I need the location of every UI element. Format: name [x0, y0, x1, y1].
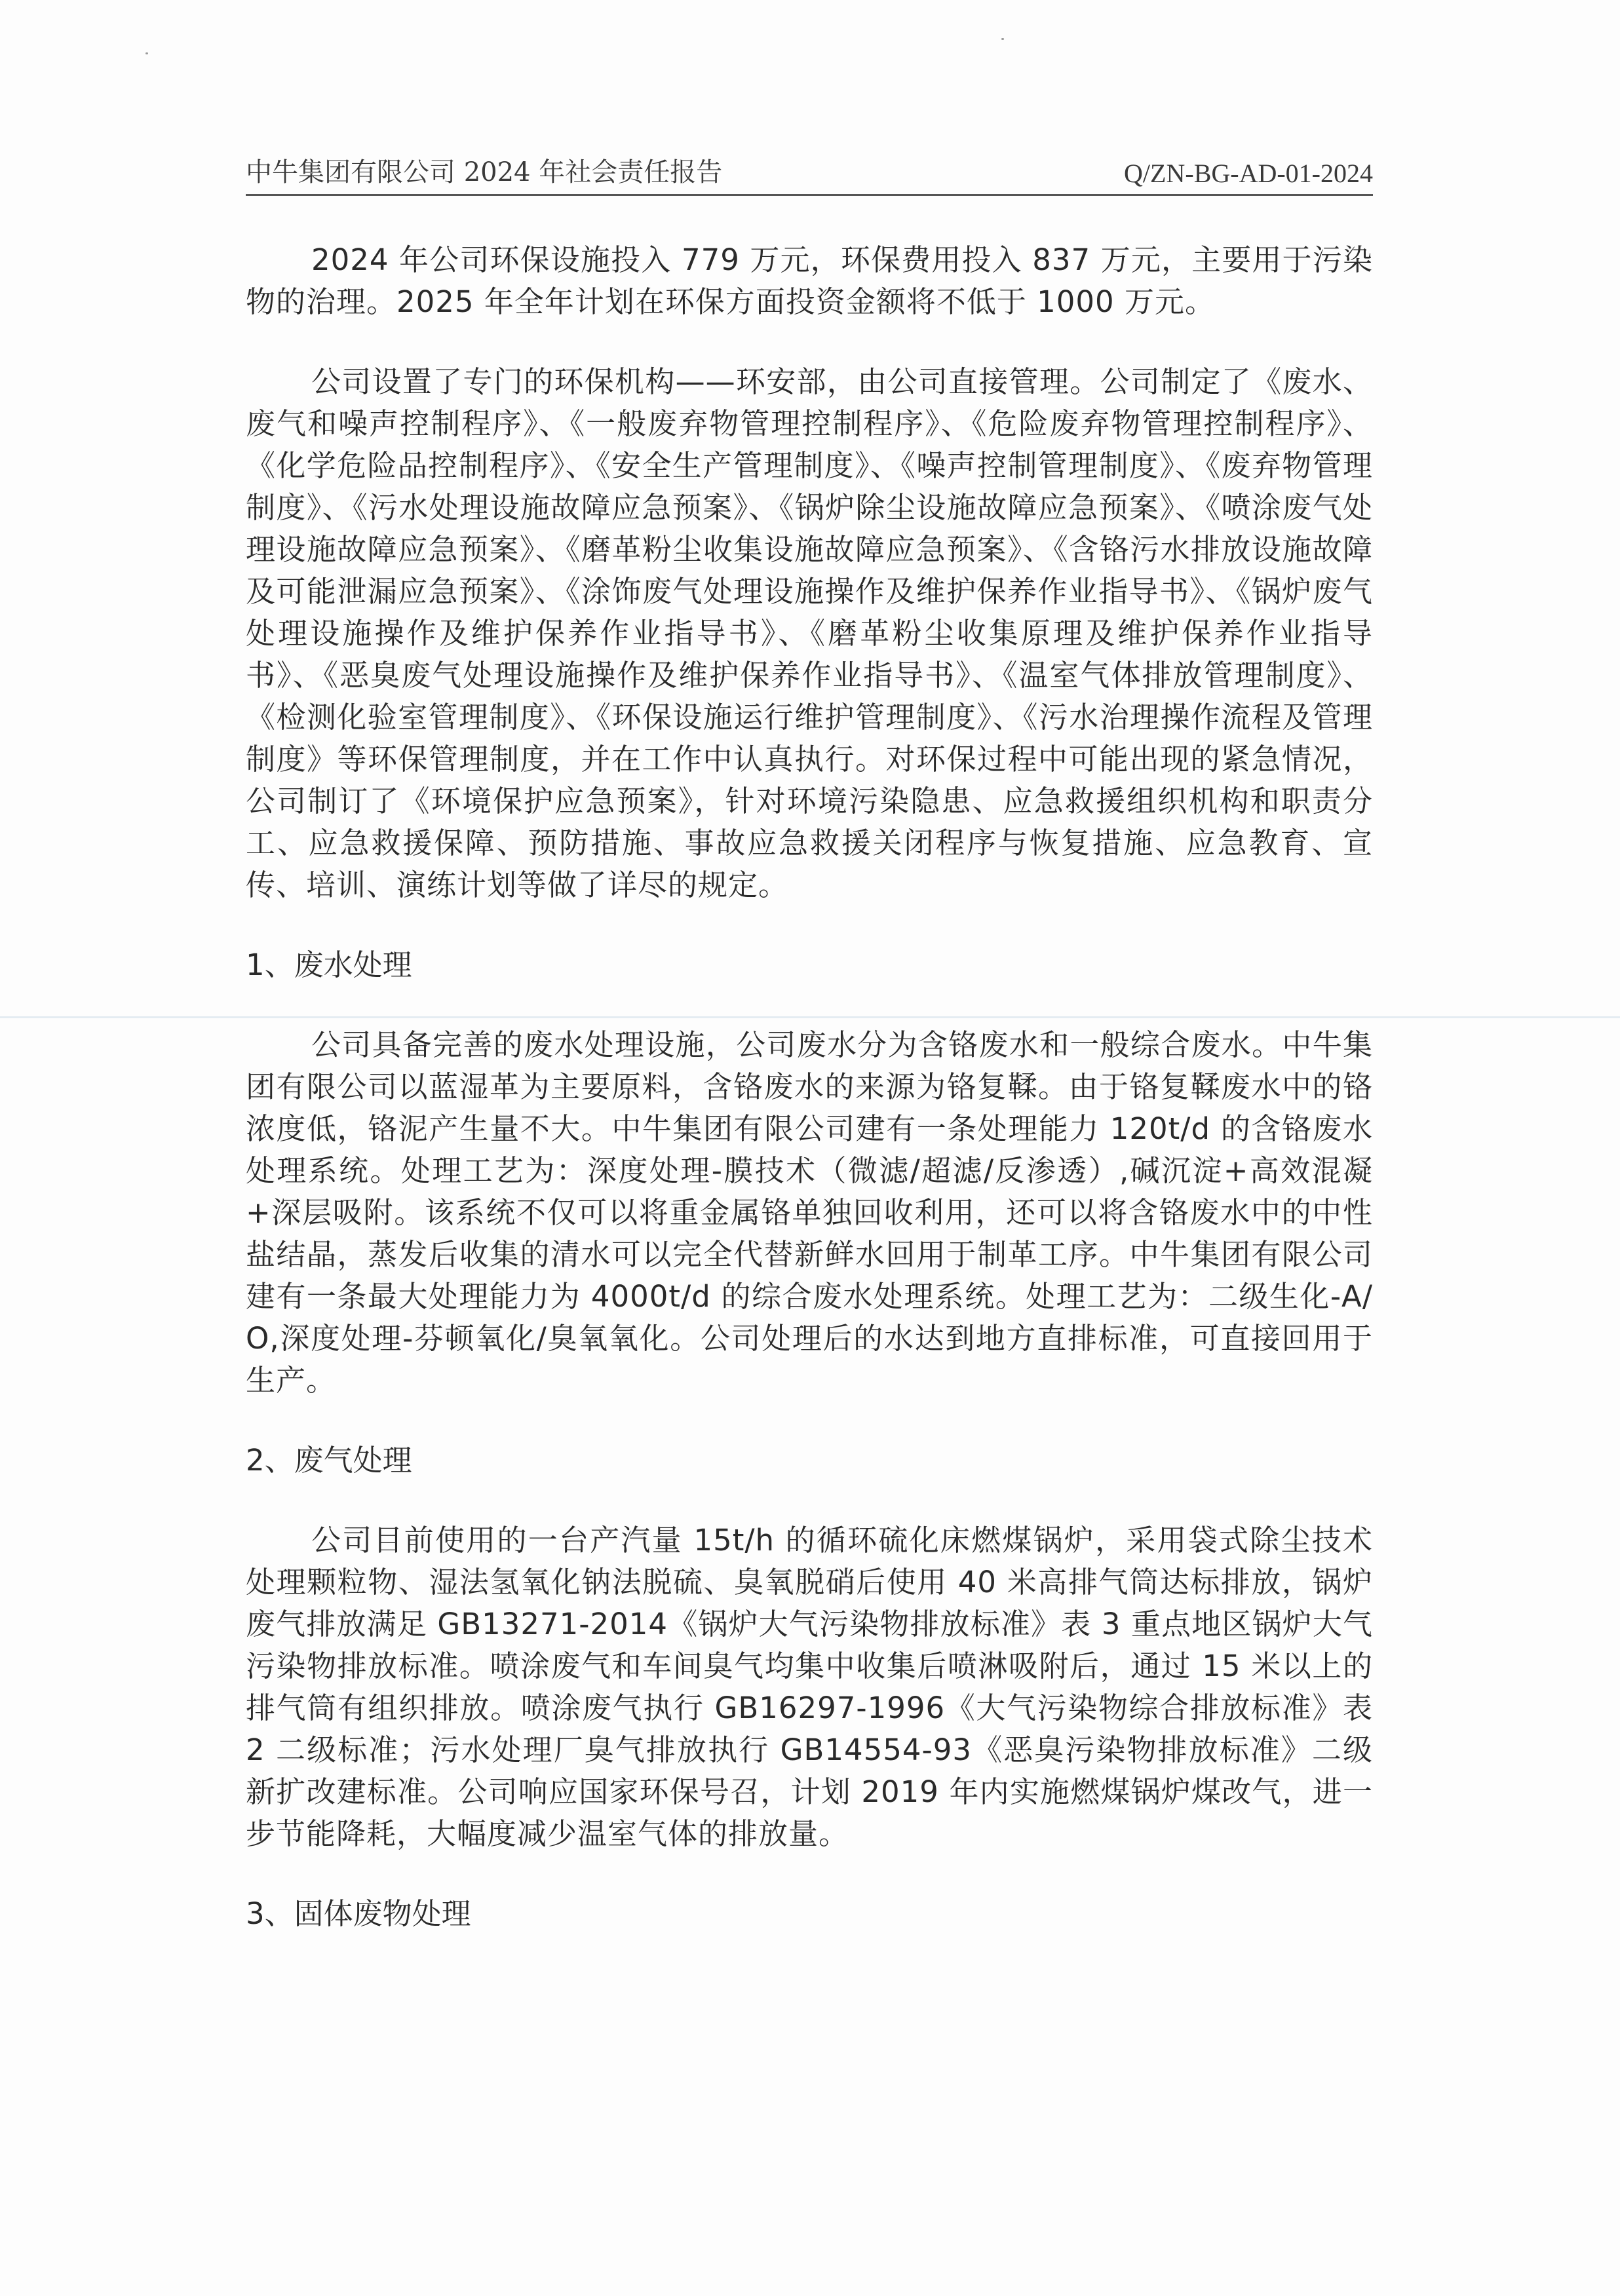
document-code: Q/ZN-BG-AD-01-2024	[1124, 159, 1373, 188]
section-heading-exhaust-gas: 2、废气处理	[246, 1443, 412, 1478]
report-title: 中牛集团有限公司 2024 年社会责任报告	[246, 157, 723, 187]
intro-paragraph: 2024 年公司环保设施投入 779 万元，环保费用投入 837 万元，主要用于污染物的治理。2025 年全年计划在环保方面投资金额将不低于 1000 万元。	[246, 242, 1373, 319]
wastewater-paragraph: 公司具备完善的废水处理设施，公司废水分为含铬废水和一般综合废水。中牛集团有限公司以蓝湿革为主要原料，含铬废水的来源为铬复鞣。由于铬复鞣废水中的铬浓度低，铬泥产生量不大。中牛集团有限公司建有一条处理能力 120t/d 的含铬废水处理系统。处理工艺为：深度处理-膜技术（微滤/超滤/反渗透）,碱沉淀+高效混凝+深层吸附。该系统不仅可以将重金属铬单独回收利用，还可以将含铬废水中的中性盐结晶，蒸发后收集的清水可以完全代替新鲜水回用于制革工序。中牛集团有限公司建有一条最大处理能力为 4000t/d 的综合废水处理系统。处理工艺为：二级生化-A/O,深度处理-芬顿氧化/臭氧氧化。公司处理后的水达到地方直排标准，可直接回用于生产。	[246, 1027, 1373, 1398]
section-heading-solid-waste: 3、固体废物处理	[246, 1896, 471, 1931]
scan-speck	[145, 52, 148, 54]
scan-speck	[1001, 38, 1004, 40]
page-header	[246, 152, 1373, 196]
section-heading-wastewater: 1、废水处理	[246, 947, 412, 982]
page-body	[246, 239, 1373, 1935]
management-paragraph: 公司设置了专门的环保机构——环安部，由公司直接管理。公司制定了《废水、废气和噪声控制程序》、《一般废弃物管理控制程序》、《危险废弃物管理控制程序》、《化学危险品控制程序》、《安全生产管理制度》、《噪声控制管理制度》、《废弃物管理制度》、《污水处理设施故障应急预案》、《锅炉除尘设施故障应急预案》、《喷涂废气处理设施故障应急预案》、《磨革粉尘收集设施故障应急预案》、《含铬污水排放设施故障及可能泄漏应急预案》、《涂饰废气处理设施操作及维护保养作业指导书》、《锅炉废气处理设施操作及维护保养作业指导书》、《磨革粉尘收集原理及维护保养作业指导书》、《恶臭废气处理设施操作及维护保养作业指导书》、《温室气体排放管理制度》、《检测化验室管理制度》、《环保设施运行维护管理制度》、《污水治理操作流程及管理制度》等环保管理制度，并在工作中认真执行。对环保过程中可能出现的紧急情况，公司制订了《环境保护应急预案》，针对环境污染隐患、应急救援组织机构和职责分工、应急救援保障、预防措施、事故应急救援关闭程序与恢复措施、应急教育、宣传、培训、演练计划等做了详尽的规定。	[246, 364, 1373, 902]
exhaust-gas-paragraph: 公司目前使用的一台产汽量 15t/h 的循环硫化床燃煤锅炉，采用袋式除尘技术处理颗粒物、湿法氢氧化钠法脱硫、臭氧脱硝后使用 40 米高排气筒达标排放，锅炉废气排放满足 GB13271-2014《锅炉大气污染物排放标准》表 3 重点地区锅炉大气污染物排放标准。喷涂废气和车间臭气均集中收集后喷淋吸附后，通过 15 米以上的排气筒有组织排放。喷涂废气执行 GB16297-1996《大气污染物综合排放标准》表 2 二级标准；污水处理厂臭气排放执行 GB14554-93《恶臭污染物排放标准》二级新扩改建标准。公司响应国家环保号召，计划 2019 年内实施燃煤锅炉煤改气，进一步节能降耗，大幅度减少温室气体的排放量。	[246, 1523, 1373, 1851]
